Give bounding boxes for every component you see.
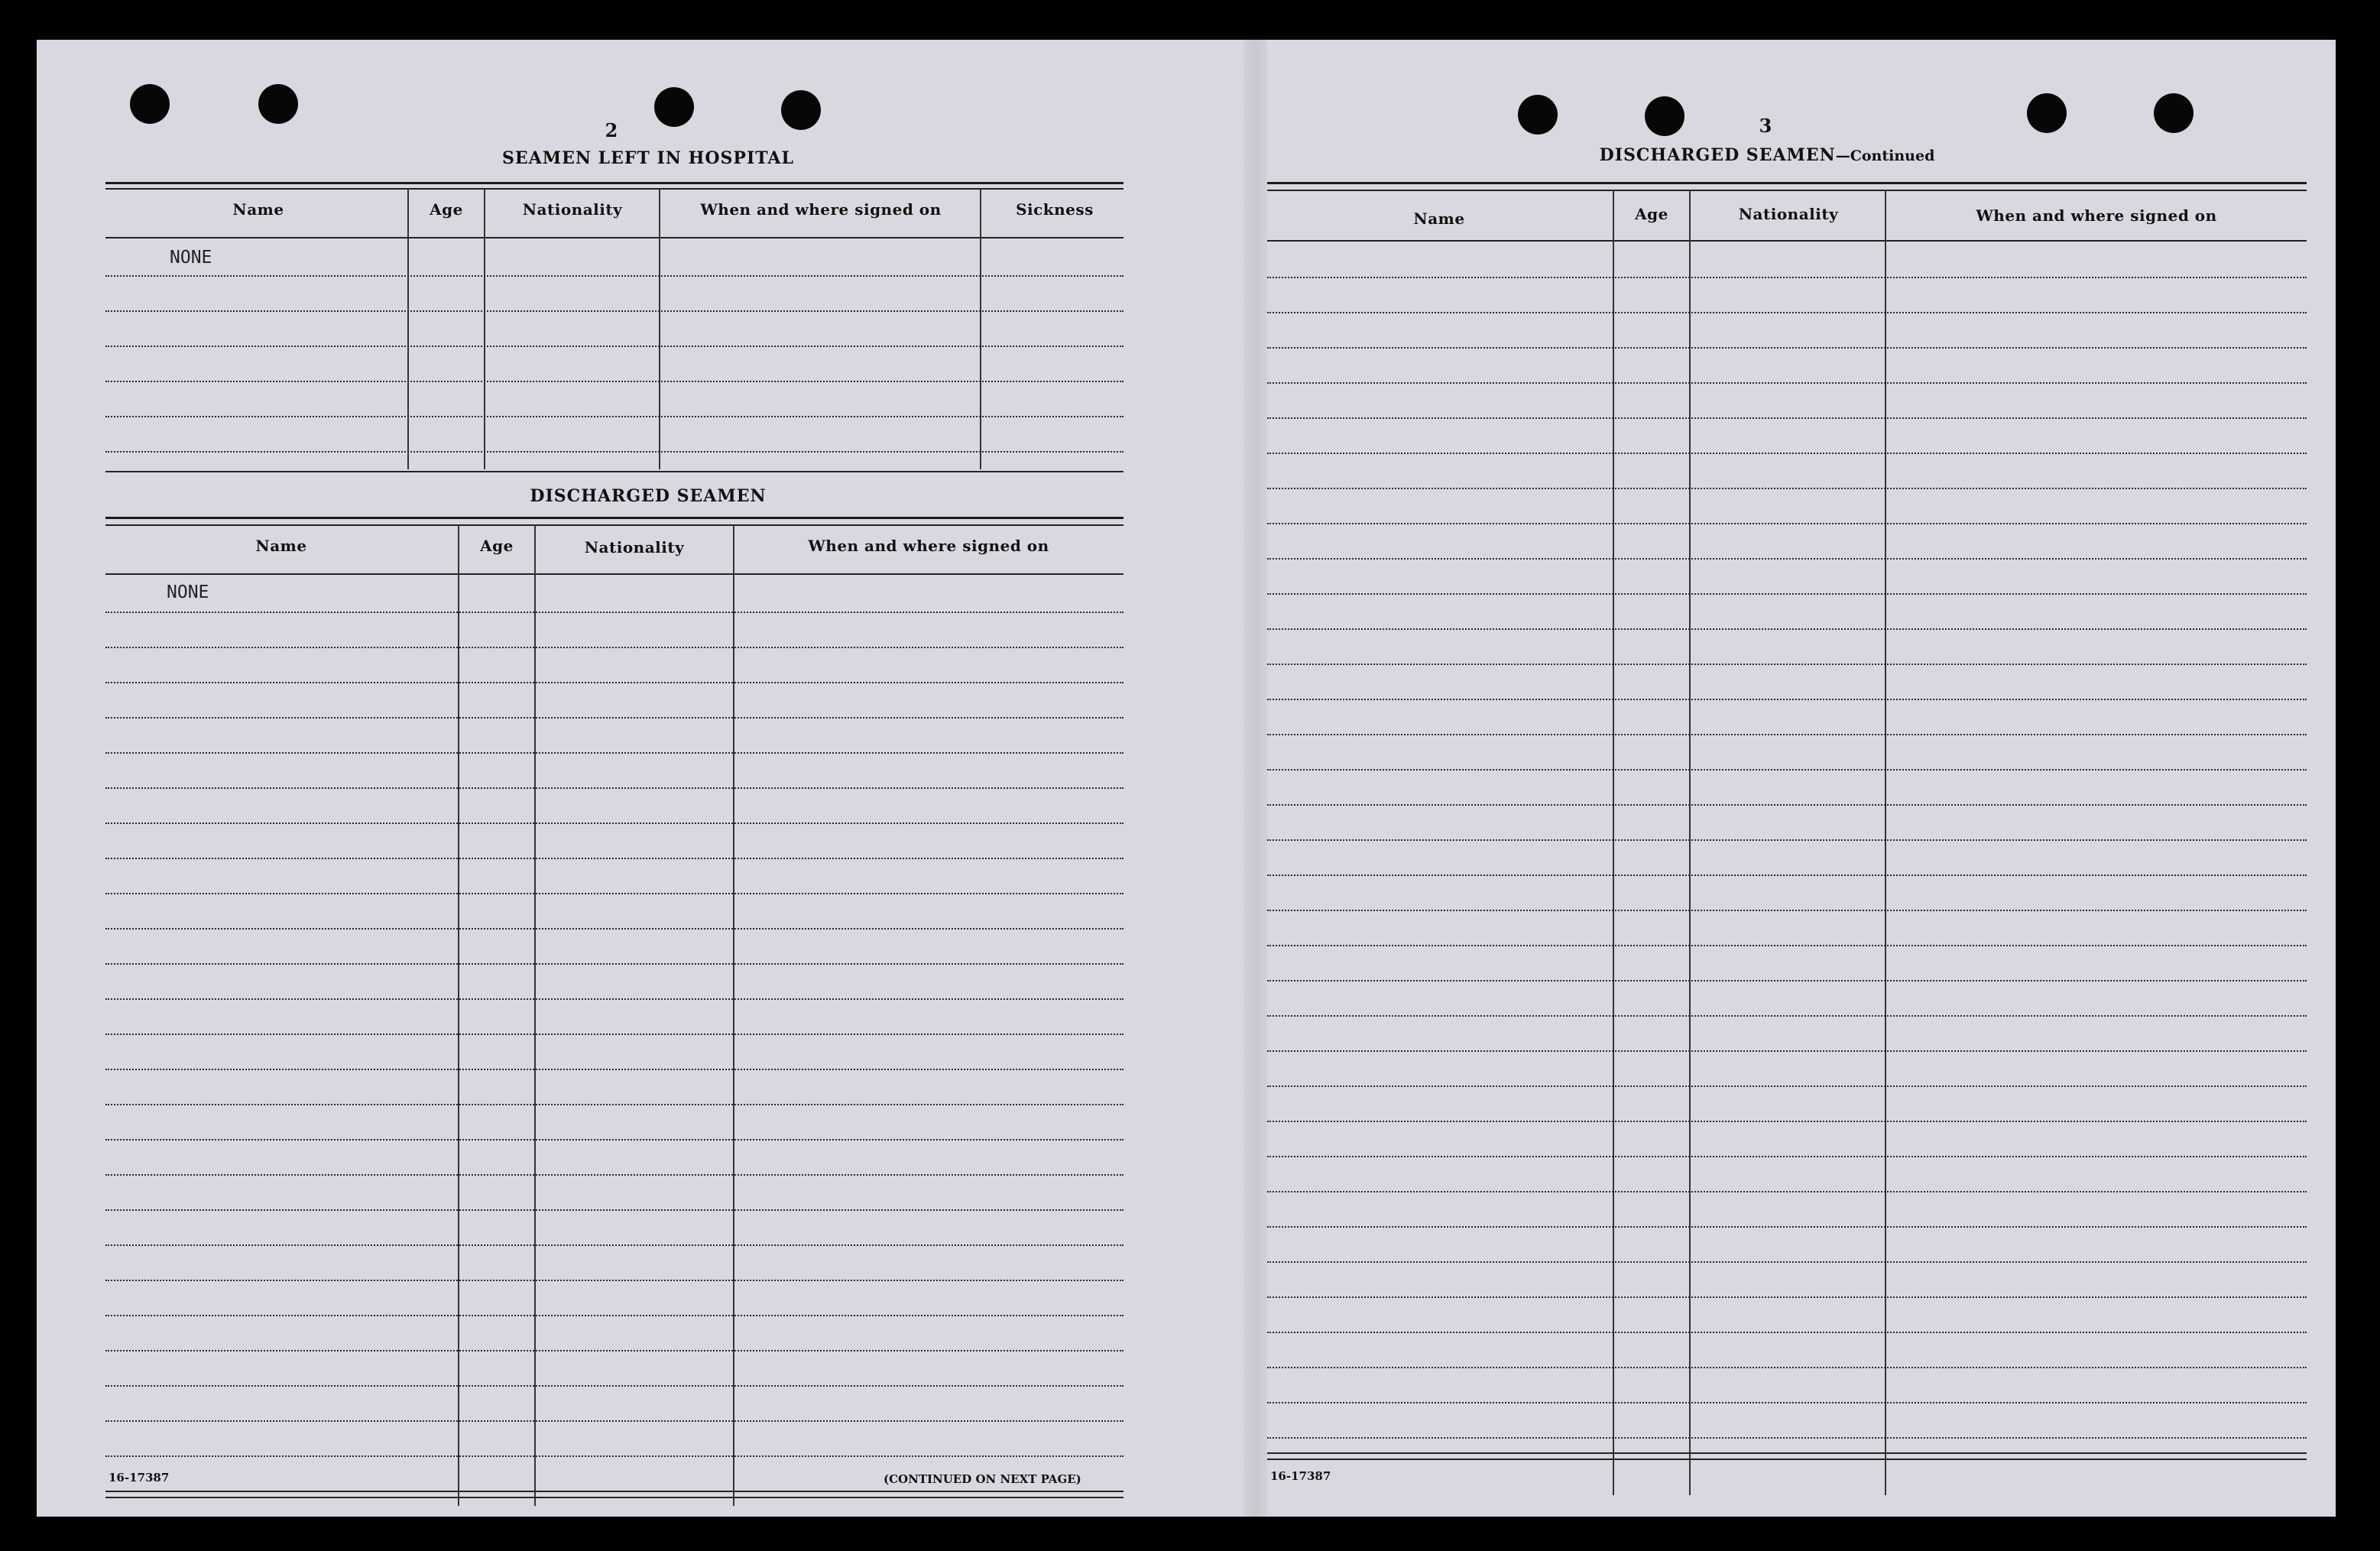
hospital-col-nationality: Nationality bbox=[522, 200, 623, 219]
hospital-col-name: Name bbox=[232, 200, 284, 219]
punch-hole bbox=[1645, 96, 1684, 136]
form-number-right: 16-17387 bbox=[1270, 1469, 1331, 1483]
hospital-entry-name: NONE bbox=[170, 248, 212, 268]
form-number-left: 16-17387 bbox=[109, 1471, 170, 1484]
punch-hole bbox=[654, 87, 694, 127]
document-spread bbox=[37, 40, 2336, 1517]
right-col-name: Name bbox=[1413, 209, 1465, 228]
punch-hole bbox=[130, 84, 170, 124]
hospital-col-sickness: Sickness bbox=[1016, 200, 1094, 219]
right-section-title bbox=[1538, 145, 1996, 165]
discharged-col-signed-on: When and where signed on bbox=[808, 537, 1049, 555]
page-number-right: 3 bbox=[1759, 115, 1772, 137]
center-fold bbox=[1244, 40, 1267, 1517]
right-col-nationality: Nationality bbox=[1738, 205, 1839, 223]
right-section-title-suffix: —Continued bbox=[1835, 148, 1935, 164]
punch-hole bbox=[258, 84, 298, 124]
right-section-title-main: DISCHARGED SEAMEN bbox=[1599, 145, 1836, 165]
discharged-section-title: DISCHARGED SEAMEN bbox=[530, 486, 767, 506]
discharged-col-age: Age bbox=[480, 537, 514, 555]
hospital-section-title: SEAMEN LEFT IN HOSPITAL bbox=[502, 148, 794, 168]
discharged-entry-name: NONE bbox=[167, 582, 209, 602]
right-col-age: Age bbox=[1635, 205, 1668, 223]
punch-hole bbox=[781, 90, 821, 130]
continued-note: (CONTINUED ON NEXT PAGE) bbox=[884, 1472, 1081, 1486]
punch-hole bbox=[1518, 95, 1558, 135]
hospital-col-age: Age bbox=[430, 200, 463, 219]
hospital-col-signed-on: When and where signed on bbox=[700, 200, 942, 219]
punch-hole bbox=[2027, 93, 2067, 133]
right-col-signed-on: When and where signed on bbox=[1976, 206, 2217, 225]
punch-hole bbox=[2154, 93, 2194, 133]
page-number-left: 2 bbox=[605, 119, 618, 141]
discharged-col-nationality: Nationality bbox=[584, 538, 685, 556]
discharged-col-name: Name bbox=[255, 537, 307, 555]
